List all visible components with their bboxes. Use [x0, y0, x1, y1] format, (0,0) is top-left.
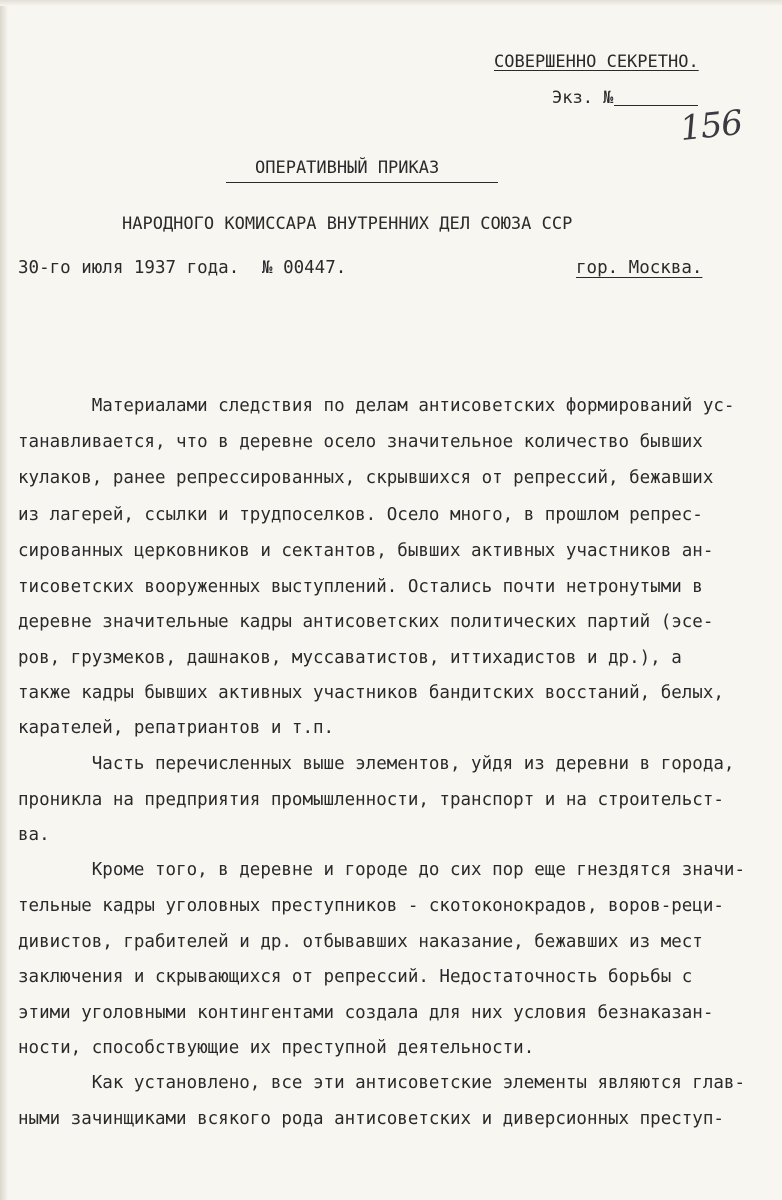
order-title-underline [226, 182, 498, 183]
body-line: карателей, репатриантов и т.п. [18, 718, 335, 738]
body-line: кулаков, ранее репрессированных, скрывшихся от репрессий, бежавших [18, 468, 714, 488]
body-line: этими уголовными контингентами создала для них условия безнаказан- [18, 1003, 714, 1023]
order-date: 30-го июля 1937 года. [18, 258, 240, 278]
body-line: Как установлено, все эти антисоветские элементы являются глав- [18, 1073, 745, 1093]
body-line: ными зачинщиками всякого рода антисоветских и диверсионных преступ- [18, 1109, 724, 1129]
body-line: Материалами следствия по делам антисоветских формирований ус- [18, 396, 735, 416]
order-number: № 00447. [262, 258, 347, 278]
body-line: ров, грузмеков, дашнаков, муссаватистов, иттихадистов и др.), а [18, 648, 682, 668]
body-line: Кроме того, в деревне и городе до сих пор еще гнездятся значи- [18, 860, 745, 880]
body-line: тисоветских вооруженных выступлений. Остались почти нетронутыми в [18, 577, 703, 597]
copy-number-line [614, 105, 698, 106]
body-line: танавливается, что в деревне осело значительное количество бывших [18, 432, 703, 452]
order-city: гор. Москва. [576, 258, 703, 278]
handwritten-copy-number: 156 [678, 102, 744, 150]
body-line: Часть перечисленных выше элементов, уйдя из деревни в города, [18, 754, 735, 774]
body-line: деревне значительные кадры антисоветских политических партий (эсе- [18, 612, 714, 632]
body-line: сированных церковников и сектантов, бывших активных участников ан- [18, 541, 714, 561]
body-line: заключения и скрывающихся от репрессий. Недостаточность борьбы с [18, 967, 693, 987]
body-line: ва. [18, 825, 50, 845]
order-title: ОПЕРАТИВНЫЙ ПРИКАЗ [255, 158, 440, 178]
body-line: ности, способствующие их преступной деятельности. [18, 1038, 535, 1058]
body-line: дивистов, грабителей и др. отбывавших наказание, бежавших из мест [18, 932, 703, 952]
body-line: из лагерей, ссылки и трудпоселков. Осело много, в прошлом репрес- [18, 505, 703, 525]
copy-number-label: Экз. № [552, 88, 614, 108]
page-edge-top [0, 0, 782, 6]
page-edge-left [0, 0, 8, 1200]
body-line: тельные кадры уголовных преступников - скотоконокрадов, воров-реци- [18, 896, 724, 916]
issuer-title: НАРОДНОГО КОМИССАРА ВНУТРЕННИХ ДЕЛ СОЮЗА ССР [122, 214, 573, 234]
body-line: также кадры бывших активных участников бандитских восстаний, белых, [18, 683, 724, 703]
body-line: проникла на предприятия промышленности, транспорт и на строительст- [18, 790, 724, 810]
classification-stamp: СОВЕРШЕННО СЕКРЕТНО. [494, 52, 699, 72]
